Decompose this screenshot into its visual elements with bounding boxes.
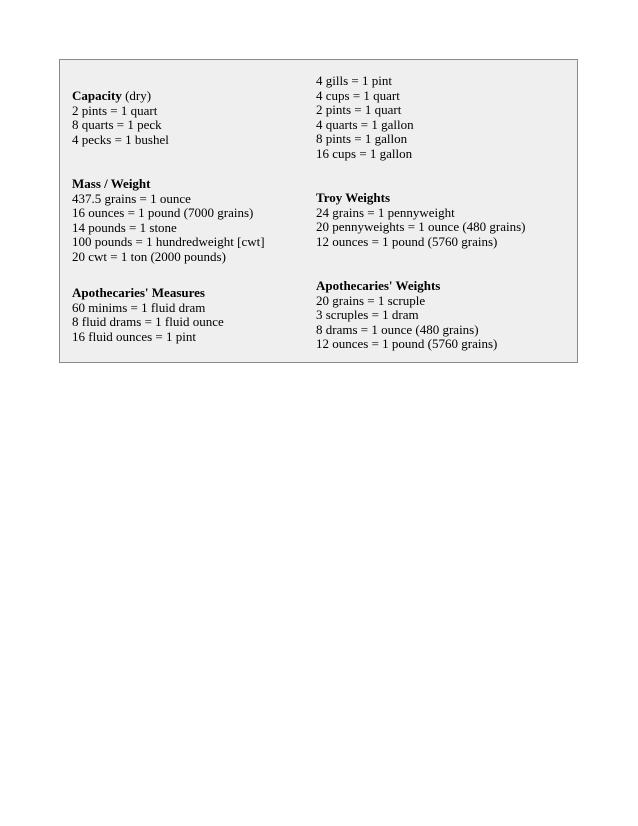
mass-weight-line: 16 ounces = 1 pound (7000 grains)	[72, 205, 254, 221]
mass-weight-line: 100 pounds = 1 hundredweight [cwt]	[72, 234, 265, 250]
mass-weight-line: 20 cwt = 1 ton (2000 pounds)	[72, 248, 226, 264]
troy-weights-line: 12 ounces = 1 pound (5760 grains)	[316, 233, 498, 249]
apothecaries-weights-section	[316, 279, 497, 352]
apothecaries-measures-heading: Apothecaries' Measures	[72, 285, 205, 300]
apothecaries-measures-section	[72, 286, 224, 344]
mass-weight-line: 14 pounds = 1 stone	[72, 219, 177, 235]
capacity-dry-line: 8 quarts = 1 peck	[72, 117, 162, 133]
apothecaries-measures-line: 16 fluid ounces = 1 pint	[72, 328, 196, 344]
apothecaries-measures-line: 60 minims = 1 fluid dram	[72, 299, 206, 315]
apothecaries-measures-line: 8 fluid drams = 1 fluid ounce	[72, 314, 224, 330]
capacity-liquid-section	[316, 74, 414, 162]
conversion-table-panel	[59, 59, 578, 363]
troy-weights-line: 24 grains = 1 pennyweight	[316, 204, 455, 220]
apothecaries-weights-heading: Apothecaries' Weights	[316, 278, 441, 293]
capacity-dry-heading-note: (dry)	[121, 88, 152, 103]
apothecaries-weights-line: 12 ounces = 1 pound (5760 grains)	[316, 336, 498, 352]
mass-weight-line: 437.5 grains = 1 ounce	[72, 190, 191, 206]
capacity-liquid-line: 8 pints = 1 gallon	[316, 131, 408, 147]
apothecaries-weights-line: 8 drams = 1 ounce (480 grains)	[316, 321, 479, 337]
capacity-liquid-line: 2 pints = 1 quart	[316, 102, 402, 118]
capacity-liquid-line: 4 cups = 1 quart	[316, 87, 400, 103]
capacity-dry-line: 4 pecks = 1 bushel	[72, 131, 169, 147]
troy-weights-section	[316, 191, 526, 249]
mass-weight-heading: Mass / Weight	[72, 176, 151, 191]
capacity-liquid-line: 4 quarts = 1 gallon	[316, 116, 414, 132]
troy-weights-heading: Troy Weights	[316, 190, 391, 205]
apothecaries-weights-line: 20 grains = 1 scruple	[316, 292, 426, 308]
capacity-liquid-line: 4 gills = 1 pint	[316, 73, 392, 88]
capacity-dry-line: 2 pints = 1 quart	[72, 102, 158, 118]
capacity-dry-section	[72, 89, 169, 147]
capacity-dry-heading: Capacity	[72, 88, 122, 103]
capacity-dry-heading-line	[72, 89, 169, 104]
apothecaries-weights-line: 3 scruples = 1 dram	[316, 307, 419, 323]
mass-weight-section	[72, 177, 265, 265]
troy-weights-line: 20 pennyweights = 1 ounce (480 grains)	[316, 219, 526, 235]
capacity-liquid-line: 16 cups = 1 gallon	[316, 145, 413, 161]
